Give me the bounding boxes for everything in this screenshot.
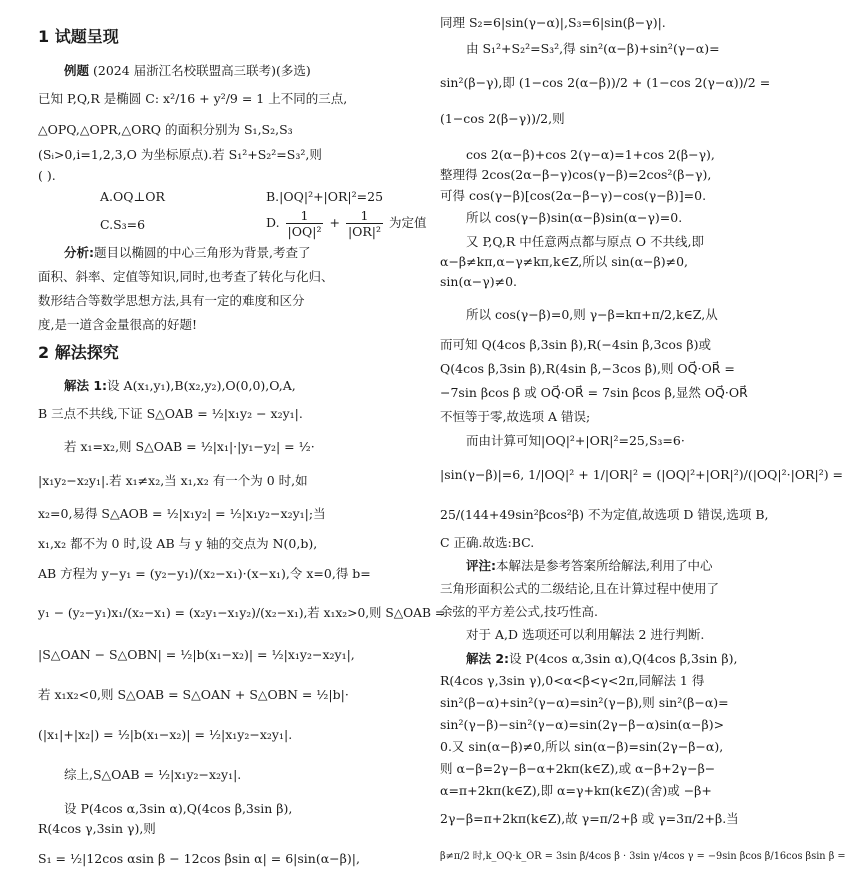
option-c: C.S₃=6: [100, 217, 146, 232]
solution-2-line-4: sin²(γ−β)−sin²(γ−α)=sin(2γ−β−α)sin(α−β)>: [440, 717, 725, 732]
solution-1-line-6: x₁,x₂ 都不为 0 时,设 AB 与 y 轴的交点为 N(0,b),: [38, 536, 318, 551]
analysis-label: 分析:: [64, 245, 94, 260]
solution-2-line-1: 解法 2:设 P(4cos α,3sin α),Q(4cos β,3sin β),: [466, 651, 738, 666]
comment-line-1: 评注:本解法是参考答案所给解法,利用了中心: [466, 558, 713, 573]
solution-1-line-2: B 三点不共线,下证 S△OAB = ½|x₁y₂ − x₂y₁|.: [38, 406, 303, 421]
section-1-title: 1 试题呈现: [38, 27, 119, 46]
solution-1-line-9: |S△OAN − S△OBN| = ½|b(x₁−x₂)| = ½|x₁y₂−x₂y₁|,: [38, 647, 355, 662]
problem-line-3: (Sᵢ>0,i=1,2,3,O 为坐标原点).若 S₁²+S₂²=S₃²,则: [38, 147, 322, 162]
solution-1-line-1: 解法 1:设 A(x₁,y₁),B(x₂,y₂),O(0,0),O,A,: [64, 378, 296, 393]
option-a: A.OQ⊥OR: [100, 189, 165, 204]
solution-2-line-8: 2γ−β=π+2kπ(k∈Z),故 γ=π/2+β 或 γ=3π/2+β.当: [440, 811, 739, 826]
solution-2-line-5: 0.又 sin(α−β)≠0,所以 sin(α−β)=sin(2γ−β−α),: [440, 739, 724, 754]
right-line-4: (1−cos 2(β−γ))/2,则: [440, 111, 565, 126]
solution-2-line-7: α=π+2kπ(k∈Z),即 α=γ+kπ(k∈Z)(舍)或 −β+: [440, 783, 712, 798]
solution-2-line-9: β≠π/2 时,k_OQ·k_OR = 3sin β/4cos β · 3sin γ/4cos γ = −9sin βcos β/16cos βsin β =: [440, 851, 846, 862]
solution-1-line-8: y₁ − (y₂−y₁)x₁/(x₂−x₁) = (x₂y₁−x₁y₂)/(x₂−x₁),若 x₁x₂>0,则 S△OAB =: [38, 606, 446, 620]
right-line-18: |sin(γ−β)|=6, 1/|OQ|² + 1/|OR|² = (|OQ|²+|OR|²)/(|OQ|²·|OR|²) =: [440, 467, 844, 482]
problem-line-2: △OPQ,△OPR,△ORQ 的面积分别为 S₁,S₂,S₃: [38, 122, 293, 137]
solution-2-line-2: R(4cos γ,3sin γ),0<α<β<γ<2π,同解法 1 得: [440, 673, 705, 688]
option-d-fraction-2: $\frac{1}{\text{|OR|²}}$: [347, 208, 382, 239]
solution-1-line-13: 设 P(4cos α,3sin α),Q(4cos β,3sin β),: [64, 801, 293, 816]
right-line-12: 所以 cos(γ−β)=0,则 γ−β=kπ+π/2,k∈Z,从: [466, 307, 718, 322]
solution-2-line-6: 则 α−β=2γ−β−α+2kπ(k∈Z),或 α−β+2γ−β−: [440, 761, 716, 776]
right-line-5: cos 2(α−β)+cos 2(γ−α)=1+cos 2(β−γ),: [466, 147, 715, 162]
comment-line-2: 三角形面积公式的二级结论,且在计算过程中使用了: [440, 581, 719, 596]
solution-2-label: 解法 2:: [466, 651, 510, 666]
analysis-line-4: 度,是一道含金量很高的好题!: [38, 317, 197, 332]
right-line-9: 又 P,Q,R 中任意两点都与原点 O 不共线,即: [466, 234, 704, 249]
right-line-7: 可得 cos(γ−β)[cos(2α−β−γ)−cos(γ−β)]=0.: [440, 188, 707, 203]
comment-label: 评注:: [466, 558, 496, 573]
solution-1-line-3: 若 x₁=x₂,则 S△OAB = ½|x₁|·|y₁−y₂| = ½·: [64, 439, 315, 454]
right-line-8: 所以 cos(γ−β)sin(α−β)sin(α−γ)=0.: [466, 210, 683, 225]
right-line-6: 整理得 2cos(2α−β−γ)cos(γ−β)=2cos²(β−γ),: [440, 167, 712, 182]
solution-1-line-5: x₂=0,易得 S△AOB = ½|x₁y₂| = ½|x₁y₂−x₂y₁|;当: [38, 506, 326, 521]
right-line-14: Q(4cos β,3sin β),R(4sin β,−3cos β),则 OQ⃗·OR⃗ =: [440, 361, 735, 376]
right-line-10: α−β≠kπ,α−γ≠kπ,k∈Z,所以 sin(α−β)≠0,: [440, 254, 688, 269]
comment-line-4: 对于 A,D 选项还可以利用解法 2 进行判断.: [466, 627, 705, 642]
solution-1-line-11: (|x₁|+|x₂|) = ½|b(x₁−x₂)| = ½|x₁y₂−x₂y₁|.: [38, 727, 293, 742]
option-d-fraction-1: $\frac{1}{\text{|OQ|²}}$: [287, 208, 322, 239]
example-label: 例题: [64, 63, 90, 78]
solution-1-line-10: 若 x₁x₂<0,则 S△OAB = S△OAN + S△OBN = ½|b|·: [38, 687, 349, 702]
right-line-16: 不恒等于零,故选项 A 错误;: [440, 409, 591, 424]
solution-1-line-12: 综上,S△OAB = ½|x₁y₂−x₂y₁|.: [64, 767, 242, 782]
analysis-line-1: 分析:题目以椭圆的中心三角形为背景,考查了: [64, 245, 311, 260]
solution-1-label: 解法 1:: [64, 378, 108, 393]
solution-1-line-7: AB 方程为 y−y₁ = (y₂−y₁)/(x₂−x₁)·(x−x₁),令 x=0,得 b=: [38, 566, 371, 581]
option-b: B.|OQ|²+|OR|²=25: [266, 189, 384, 204]
problem-line-1: 已知 P,Q,R 是椭圆 C: x²/16 + y²/9 = 1 上不同的三点,: [38, 91, 348, 106]
right-line-19: 25/(144+49sin²βcos²β) 不为定值,故选项 D 错误,选项 B,: [440, 507, 769, 522]
analysis-line-2: 面积、斜率、定值等知识,同时,也考查了转化与化归、: [38, 269, 334, 284]
solution-1-line-4: |x₁y₂−x₂y₁|.若 x₁≠x₂,当 x₁,x₂ 有一个为 0 时,如: [38, 473, 308, 488]
analysis-line-3: 数形结合等数学思想方法,具有一定的难度和区分: [38, 293, 305, 308]
right-line-11: sin(α−γ)≠0.: [440, 274, 518, 289]
comment-line-3: 余弦的平方差公式,技巧性高.: [440, 604, 598, 619]
right-line-15: −7sin βcos β 或 OQ⃗·OR⃗ = 7sin βcos β,显然 OQ⃗·OR⃗: [440, 385, 748, 400]
example-line: [64, 62, 311, 80]
example-source: (2024 届浙江名校联盟高三联考)(多选): [93, 63, 311, 78]
section-2-title: 2 解法探究: [38, 343, 119, 362]
right-line-17: 而由计算可知|OQ|²+|OR|²=25,S₃=6·: [466, 433, 685, 448]
problem-line-4: ( ).: [38, 168, 56, 183]
option-d: D. $\frac{1}{\text{|OQ|²}}$ + $\frac{1}{\text{|OR|²}}$ 为定值: [266, 208, 427, 239]
right-line-20: C 正确.故选:BC.: [440, 535, 535, 550]
right-line-3: sin²(β−γ),即 (1−cos 2(α−β))/2 + (1−cos 2(γ−α))/2 =: [440, 75, 771, 90]
right-line-13: 而可知 Q(4cos β,3sin β),R(−4sin β,3cos β)或: [440, 337, 711, 352]
right-line-1: 同理 S₂=6|sin(γ−α)|,S₃=6|sin(β−γ)|.: [440, 15, 666, 30]
solution-1-line-14: R(4cos γ,3sin γ),则: [38, 821, 156, 836]
solution-1-line-15: S₁ = ½|12cos αsin β − 12cos βsin α| = 6|sin(α−β)|,: [38, 851, 360, 866]
solution-2-line-3: sin²(β−α)+sin²(γ−α)=sin²(γ−β),则 sin²(β−α)=: [440, 695, 729, 710]
right-line-2: 由 S₁²+S₂²=S₃²,得 sin²(α−β)+sin²(γ−α)=: [466, 41, 720, 56]
